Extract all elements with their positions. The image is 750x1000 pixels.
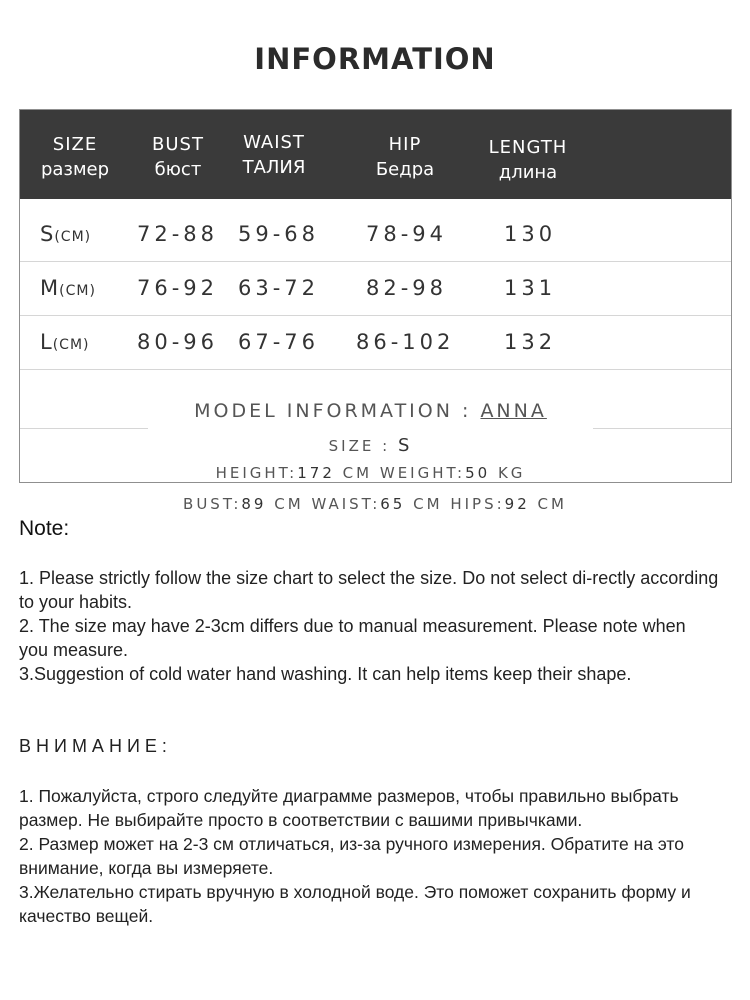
model-info-panel bbox=[148, 382, 593, 482]
cell-waist: 67-76 bbox=[238, 330, 320, 354]
note-ru-list bbox=[19, 784, 719, 928]
note-ru-heading: ВНИМАНИЕ: bbox=[19, 736, 172, 756]
header-waist-ru: ТАЛИЯ bbox=[242, 157, 306, 178]
cell-bust: 76-92 bbox=[137, 276, 219, 300]
header-length-ru: длина bbox=[498, 162, 558, 183]
cell-bust: 80-96 bbox=[137, 330, 219, 354]
hips-label: HIPS: bbox=[450, 495, 505, 513]
weight-label: WEIGHT: bbox=[379, 464, 466, 482]
size-unit: (CM) bbox=[54, 229, 92, 245]
model-size bbox=[148, 435, 593, 456]
waist-label: WAIST: bbox=[311, 495, 381, 513]
table-row-l bbox=[20, 315, 731, 370]
note-list bbox=[19, 566, 719, 686]
size-letter: M bbox=[40, 276, 60, 300]
note-item: 2. The size may have 2-3cm differs due to manual measurement. Please note when you measure. bbox=[19, 616, 686, 660]
cell-hip: 82-98 bbox=[366, 276, 448, 300]
cell-length: 130 bbox=[504, 222, 557, 246]
size-letter: L bbox=[40, 330, 53, 354]
header-hip-en: HIP bbox=[388, 134, 422, 155]
size-unit: (CM) bbox=[59, 283, 96, 299]
page-title: INFORMATION bbox=[254, 42, 496, 76]
note-heading: Note: bbox=[19, 517, 70, 540]
model-size-value: S bbox=[397, 435, 413, 456]
size-unit: (CM) bbox=[52, 337, 90, 353]
header-hip bbox=[365, 132, 445, 182]
table-row-s bbox=[20, 207, 731, 262]
header-size-en: SIZE bbox=[52, 134, 98, 155]
header-bust-en: BUST bbox=[152, 134, 204, 155]
height-value: 172 bbox=[297, 464, 335, 482]
cell-size bbox=[40, 315, 89, 369]
cell-size bbox=[40, 261, 96, 315]
table-header bbox=[20, 110, 731, 199]
height-unit: CM bbox=[342, 464, 373, 482]
table-row-m bbox=[20, 261, 731, 316]
bust-label: BUST: bbox=[183, 495, 242, 513]
header-waist-en: WAIST bbox=[243, 132, 305, 153]
cell-bust: 72-88 bbox=[137, 222, 219, 246]
model-height-weight bbox=[148, 464, 593, 482]
weight-unit: KG bbox=[497, 464, 526, 482]
header-hip-ru: Бедра bbox=[375, 159, 435, 180]
cell-size bbox=[40, 207, 91, 261]
weight-value: 50 bbox=[465, 464, 491, 482]
bust-unit: CM bbox=[274, 495, 304, 513]
cell-waist: 63-72 bbox=[238, 276, 320, 300]
cell-hip: 78-94 bbox=[366, 222, 448, 246]
cell-length: 131 bbox=[504, 276, 557, 300]
hips-value: 92 bbox=[504, 495, 530, 513]
note-ru-item: 2. Размер может на 2-3 см отличаться, из-за ручного измерения. Обратите на это внимание, когда вы измеряете. bbox=[19, 834, 684, 878]
bust-value: 89 bbox=[241, 495, 267, 513]
model-info-label: MODEL INFORMATION : bbox=[194, 400, 472, 422]
header-length-en: LENGTH bbox=[488, 137, 568, 158]
model-size-label: SIZE : bbox=[328, 437, 391, 455]
header-length bbox=[478, 135, 578, 185]
note-item: 3.Suggestion of cold water hand washing. It can help items keep their shape. bbox=[19, 664, 632, 684]
note-item: 1. Please strictly follow the size chart to select the size. Do not select di-rectly according to your habits. bbox=[19, 568, 719, 612]
hips-unit: CM bbox=[537, 495, 567, 513]
waist-value: 65 bbox=[380, 495, 406, 513]
header-bust-ru: бюст bbox=[154, 159, 202, 180]
model-name: ANNA bbox=[480, 400, 547, 422]
header-size bbox=[30, 132, 120, 182]
model-info-title bbox=[148, 400, 593, 422]
waist-unit: CM bbox=[413, 495, 443, 513]
header-size-ru: размер bbox=[40, 159, 110, 180]
size-letter: S bbox=[40, 222, 55, 246]
header-bust bbox=[138, 132, 218, 182]
height-label: HEIGHT: bbox=[215, 464, 298, 482]
model-measurements bbox=[0, 495, 750, 513]
cell-hip: 86-102 bbox=[356, 330, 455, 354]
header-waist bbox=[232, 130, 316, 180]
note-ru-item: 3.Желательно стирать вручную в холодной воде. Это поможет сохранить форму и качество вещей. bbox=[19, 882, 691, 926]
cell-length: 132 bbox=[504, 330, 557, 354]
note-ru-item: 1. Пожалуйста, строго следуйте диаграмме размеров, чтобы правильно выбрать размер. Не выбирайте просто в соответствии с вашими привычками. bbox=[19, 786, 679, 830]
cell-waist: 59-68 bbox=[238, 222, 320, 246]
